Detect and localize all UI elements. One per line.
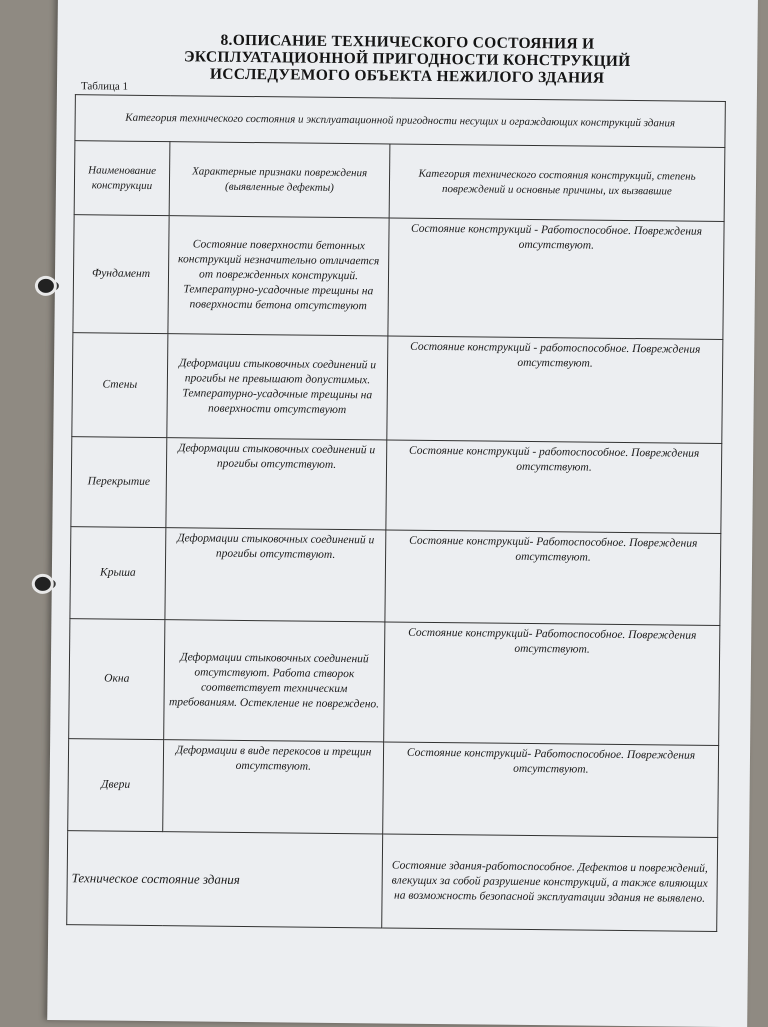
table-row [69, 619, 720, 746]
section-title-line-1: 8.ОПИСАНИЕ ТЕХНИЧЕСКОГО СОСТОЯНИЯ И [220, 31, 595, 53]
column-header-category: Категория технического состояния конструкций, степень повреждений и основные причины, их вызвавшие [389, 144, 725, 222]
row-name: Двери [68, 739, 164, 832]
summary-text: Состояние здания-работоспособное. Дефектов и повреждений, влекущих за собой разрушение конструкций, а также влияющих на возможность безопасной эксплуатации здания не выявлено. [382, 834, 718, 932]
binding-ring-icon [35, 276, 57, 296]
row-category: Состояние конструкций- Работоспособное. Повреждения отсутствуют. [383, 742, 719, 838]
row-defects: Деформации стыковочных соединений и прогибы не превышают допустимых. Температурно-усадочные трещины на поверхности отсутствуют [167, 334, 388, 440]
table-group-header-row [75, 95, 725, 148]
summary-label: Техническое состояние здания [67, 831, 383, 928]
row-name: Перекрытие [71, 437, 167, 528]
row-name: Фундамент [73, 215, 169, 334]
condition-table [66, 94, 726, 932]
table-header-row [74, 141, 725, 222]
table-row [70, 527, 721, 626]
section-title-line-3: ИССЛЕДУЕМОГО ОБЪЕКТА НЕЖИЛОГО ЗДАНИЯ [209, 65, 605, 87]
table-caption: Таблица 1 [80, 80, 129, 93]
row-category: Состояние конструкций - Работоспособное. Повреждения отсутствуют. [388, 218, 724, 340]
table-row [72, 333, 723, 444]
table-row [73, 215, 724, 340]
table-row [68, 739, 719, 838]
binding-ring-icon [32, 574, 54, 594]
row-category: Состояние конструкций- Работоспособное. Повреждения отсутствуют. [385, 530, 721, 626]
column-header-defects: Характерные признаки повреждения (выявленные дефекты) [169, 142, 390, 218]
row-defects: Деформации стыковочных соединений отсутствуют. Работа створок соответствует техническим требованиям. Остекление не повреждено. [164, 620, 385, 742]
section-title-line-2: ЭКСПЛУАТАЦИОННОЙ ПРИГОДНОСТИ КОНСТРУКЦИЙ [183, 48, 631, 70]
row-category: Состояние конструкций - работоспособное. Повреждения отсутствуют. [387, 336, 723, 444]
row-name: Крыша [70, 527, 166, 620]
table-row [71, 437, 722, 534]
row-category: Состояние конструкций - работоспособное. Повреждения отсутствуют. [386, 440, 722, 534]
section-title [87, 30, 727, 88]
row-defects: Состояние поверхности бетонных конструкций незначительно отличается от поврежденных конструкций. Температурно-усадочные трещины на поверхности бетона отсутствуют [168, 216, 389, 336]
row-defects: Деформации в виде перекосов и трещин отсутствуют. [163, 740, 384, 834]
document-page [47, 0, 758, 1027]
row-name: Окна [69, 619, 165, 740]
row-category: Состояние конструкций- Работоспособное. Повреждения отсутствуют. [384, 622, 720, 746]
group-header: Категория технического состояния и эксплуатационной пригодности несущих и ограждающих конструкций здания [75, 95, 725, 148]
column-header-name: Наименование конструкции [74, 141, 170, 216]
row-defects: Деформации стыковочных соединений и прогибы отсутствуют. [165, 528, 386, 622]
row-defects: Деформации стыковочных соединений и прогибы отсутствуют. [166, 438, 387, 530]
table-summary-row [67, 831, 718, 932]
row-name: Стены [72, 333, 168, 438]
